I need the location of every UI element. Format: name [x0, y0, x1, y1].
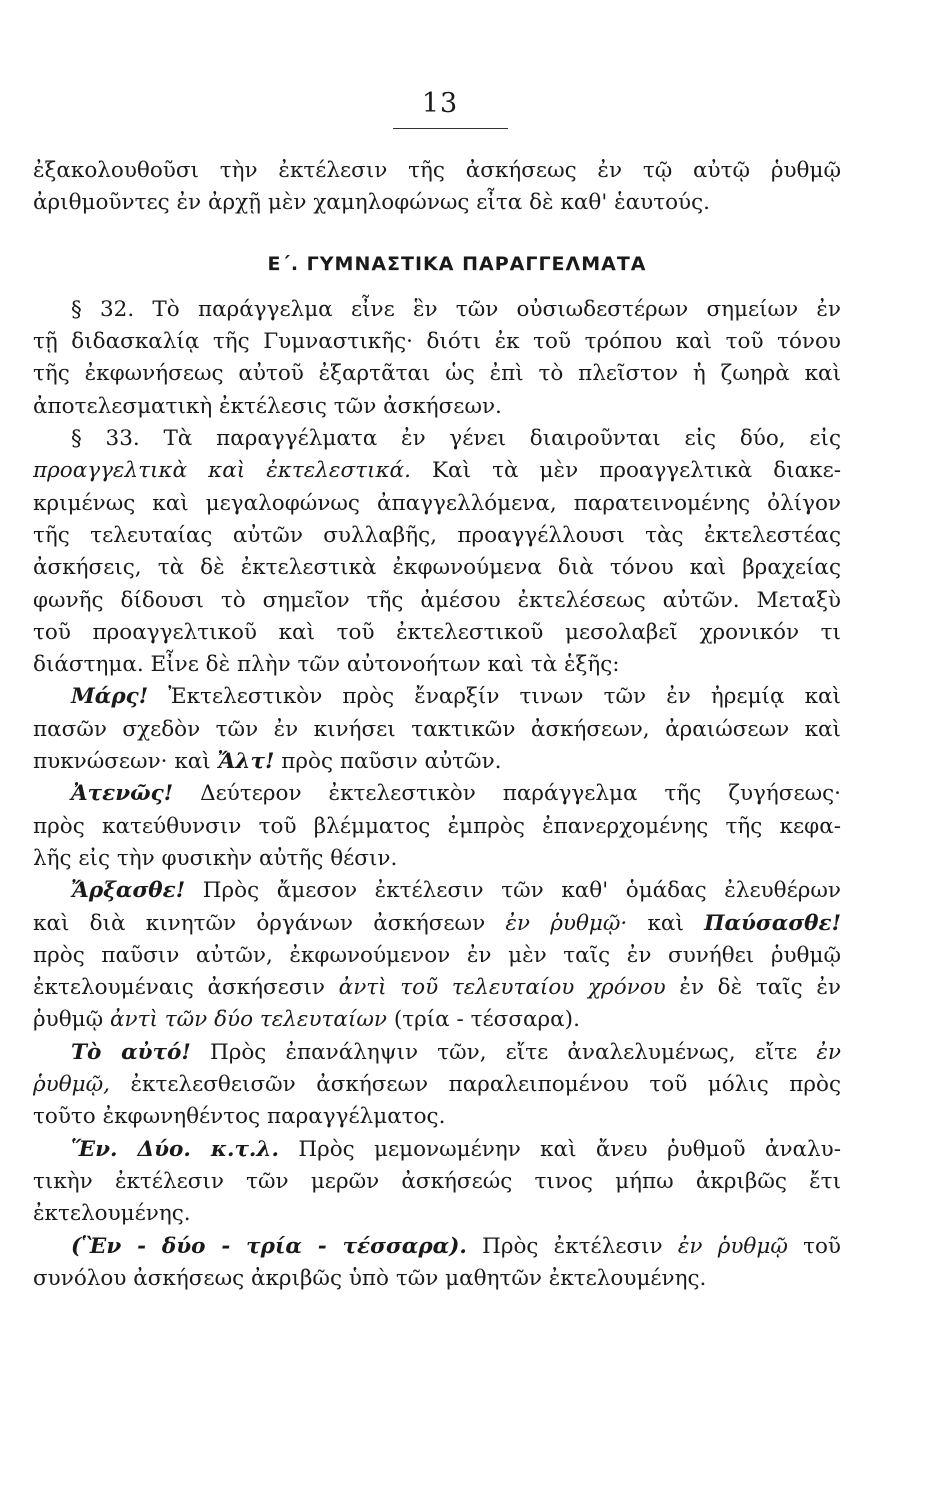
- arxasthe-line-4-text-a: ἐκτελουμέναις ἀσκήσεσιν: [33, 975, 339, 1001]
- arxasthe-line-2: [33, 908, 841, 940]
- mars-line-3: [33, 746, 841, 778]
- page-number: 13: [421, 88, 459, 119]
- en-dyo-line-3: ἐκτελουμένης.: [33, 1201, 191, 1227]
- alt-command: Ἄλτ!: [217, 749, 275, 775]
- en-dyo-tria-line-1-italic: ἐν ῥυθμῷ: [677, 1233, 788, 1259]
- mars-line-3-text-a: πυκνώσεων· καὶ: [33, 749, 218, 775]
- to-auto-line-1-italic: ἐν: [816, 1039, 841, 1065]
- p33-line-8: διάστημα. Εἶνε δὲ πλὴν τῶν αὐτονοήτων καὶ τὰ ἑξῆς:: [33, 652, 620, 678]
- p33-italic-terms: προαγγελτικὰ καὶ ἐκτελεστικά.: [33, 458, 411, 484]
- arxasthe-line-1-text: Πρὸς ἄμεσον ἐκτέλεσιν τῶν καθ' ὁμάδας ἐλευθέρων: [185, 878, 841, 904]
- arxasthe-line-5: [33, 1004, 841, 1036]
- p33-line-4: τῆς τελευταίας αὐτῶν συλλαβῆς, προαγγέλλουσι τὰς ἐκτελεστέας: [33, 522, 841, 548]
- to-auto-line-1-text: Πρὸς ἐπανάληψιν τῶν, εἴτε ἀναλελυμένως, εἴτε: [190, 1039, 817, 1065]
- en-dyo-tria-line-1-text-a: Πρὸς ἐκτέλεσιν: [466, 1233, 678, 1259]
- mars-command: Μάρς!: [71, 684, 149, 710]
- arxasthe-line-5-text-a: ῥυθμῷ: [33, 1007, 110, 1033]
- p32-line-3: τῆς ἐκφωνήσεως αὐτοῦ ἐξαρτᾶται ὡς ἐπὶ τὸ πλεῖστον ἡ ζωηρὰ καὶ: [33, 361, 841, 387]
- to-auto-line-2-text: ἐκτελεσθεισῶν ἀσκήσεων παραλειπομένου τοῦ μόλις πρὸς: [110, 1072, 841, 1098]
- p33-line-3: κριμένως καὶ μεγαλοφώνως ἀπαγγελλόμενα, παρατεινομένης ὀλίγον: [33, 490, 841, 516]
- en-dyo-tria-line-1-text-b: τοῦ: [787, 1233, 841, 1259]
- p32-line-2: τῇ διδασκαλίᾳ τῆς Γυμναστικῆς· διότι ἐκ τοῦ τρόπου καὶ τοῦ τόνου: [33, 329, 841, 355]
- to-auto-line-2: [33, 1069, 841, 1101]
- arxasthe-line-4-text-b: ἐν δὲ ταῖς ἐν: [665, 975, 841, 1001]
- en-dyo-tria-line-1: [33, 1231, 841, 1263]
- mars-line-1-text: Ἐκτελεστικὸν πρὸς ἔναρξίν τινων τῶν ἐν ἠρεμίᾳ καὶ: [148, 684, 841, 710]
- page-body: [33, 155, 841, 1295]
- mars-line-3-text-b: πρὸς παῦσιν αὐτῶν.: [274, 749, 502, 775]
- p33-line-7: τοῦ προαγγελτικοῦ καὶ τοῦ ἐκτελεστικοῦ μεσολαβεῖ χρονικόν τι: [33, 619, 841, 645]
- p33-line-5: ἀσκήσεις, τὰ δὲ ἐκτελεστικὰ ἐκφωνούμενα διὰ τόνου καὶ βραχείας: [33, 555, 841, 581]
- arxasthe-line-4: [33, 972, 841, 1004]
- p32-line-4: ἀποτελεσματικὴ ἐκτέλεσις τῶν ἀσκήσεων.: [33, 393, 502, 419]
- arxasthe-line-2-text-b: καὶ: [627, 910, 705, 936]
- en-dyo-line-1-text: Πρὸς μεμονωμένην καὶ ἄνευ ῥυθμοῦ ἀναλυ-: [278, 1136, 841, 1162]
- to-auto-command: Τὸ αὐτό!: [71, 1039, 191, 1065]
- mars-line-2: πασῶν σχεδὸν τῶν ἐν κινήσει τακτικῶν ἀσκήσεων, ἀραιώσεων καὶ: [33, 716, 841, 742]
- atenos-line-1: [33, 778, 841, 810]
- en-dyo-line-1: [33, 1134, 841, 1166]
- intro-line-1: ἐξακολουθοῦσι τὴν ἐκτέλεσιν τῆς ἀσκήσεως ἐν τῷ αὐτῷ ῥυθμῷ: [33, 158, 841, 183]
- en-dyo-command: Ἕν. Δύο. κ.τ.λ.: [71, 1136, 279, 1162]
- atenos-line-1-text: Δεύτερον ἐκτελεστικὸν παράγγελμα τῆς ζυγήσεως·: [173, 781, 841, 807]
- to-auto-line-1: [33, 1037, 841, 1069]
- arxasthe-command: Ἄρξασθε!: [71, 878, 186, 904]
- p32-line-1: § 32. Τὸ παράγγελμα εἶνε ἓν τῶν οὐσιωδεστέρων σημείων ἐν: [71, 296, 841, 322]
- arxasthe-line-2-italic: ἐν ῥυθμῷ·: [505, 910, 628, 936]
- pausasthe-command: Παύσασθε!: [704, 910, 841, 936]
- en-dyo-tria-line-2: συνόλου ἀσκήσεως ἀκριβῶς ὑπὸ τῶν μαθητῶν ἐκτελουμένης.: [33, 1265, 707, 1291]
- section-heading: Ε΄. ΓΥΜΝΑΣΤΙΚΑ ΠΑΡΑΓΓΕΛΜΑΤΑ: [267, 252, 647, 275]
- en-dyo-line-2: τικὴν ἐκτέλεσιν τῶν μερῶν ἀσκήσεώς τινος μήπω ἀκριβῶς ἔτι: [33, 1168, 841, 1194]
- arxasthe-line-2-text-a: καὶ διὰ κινητῶν ὀργάνων ἀσκήσεων: [33, 910, 506, 936]
- to-auto-line-2-italic: ῥυθμῷ,: [33, 1072, 110, 1098]
- arxasthe-line-4-italic: ἀντὶ τοῦ τελευταίου χρόνου: [338, 975, 666, 1001]
- arxasthe-line-1: [33, 875, 841, 907]
- p33-line-2: [33, 455, 841, 487]
- mars-line-1: [33, 681, 841, 713]
- p33-line-6: φωνῆς δίδουσι τὸ σημεῖον τῆς ἀμέσου ἐκτελέσεως αὐτῶν. Μεταξὺ: [33, 587, 841, 613]
- p33-line-1: § 33. Τὰ παραγγέλματα ἐν γένει διαιροῦνται εἰς δύο, εἰς: [71, 426, 841, 452]
- to-auto-line-3: τοῦτο ἐκφωνηθέντος παραγγέλματος.: [33, 1104, 446, 1130]
- arxasthe-line-5-text-b: (τρία - τέσσαρα).: [386, 1007, 580, 1033]
- intro-line-2: ἀριθμοῦντες ἐν ἀρχῇ μὲν χαμηλοφώνως εἶτα δὲ καθ' ἑαυτούς.: [33, 190, 710, 216]
- p33-line-2-rest: Καὶ τὰ μὲν προαγγελτικὰ διακε-: [410, 458, 841, 484]
- arxasthe-line-3: πρὸς παῦσιν αὐτῶν, ἐκφωνούμενον ἐν μὲν ταῖς ἐν συνήθει ῥυθμῷ: [33, 942, 841, 968]
- atenos-command: Ἀτενῶς!: [71, 781, 174, 807]
- page-number-rule: [393, 128, 508, 129]
- atenos-line-2: πρὸς κατεύθυνσιν τοῦ βλέμματος ἐμπρὸς ἐπανερχομένης τῆς κεφα-: [33, 813, 841, 839]
- en-dyo-tria-command: (Ἓν - δύο - τρία - τέσσαρα).: [71, 1233, 467, 1259]
- atenos-line-3: λῆς εἰς τὴν φυσικὴν αὐτῆς θέσιν.: [33, 845, 398, 871]
- arxasthe-line-5-italic: ἀντὶ τῶν δύο τελευταίων: [110, 1007, 387, 1033]
